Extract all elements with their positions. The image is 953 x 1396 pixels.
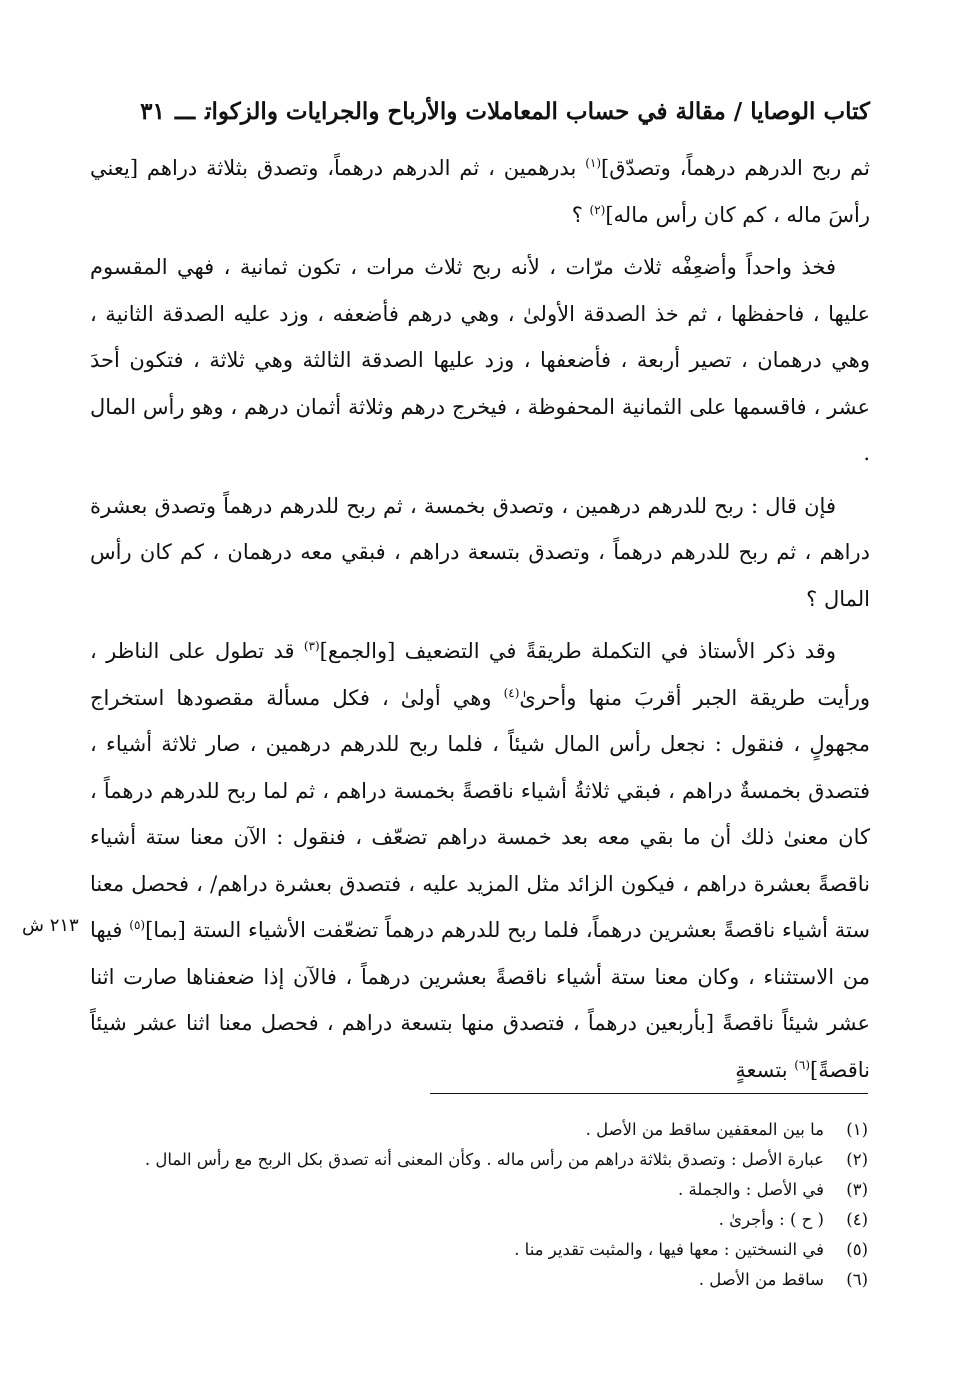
main-text xyxy=(90,145,870,1093)
footnote-reference[interactable]: (١) xyxy=(585,156,602,170)
footnote xyxy=(80,1115,868,1145)
footnote-reference[interactable]: (٢) xyxy=(589,202,606,217)
paragraph-text: فيها من الاستثناء ، وكان معنا ستة أشياء ناقصةً بعشرين درهماً ، فالآن إذا ضعفناها صارت اثنا عشر شيئاً ناقصةً [بأربعين درهماً ، فتصدق منها بتسعة دراهم ، فحصل معنا اثنا عشر شيئاً ناقصةً] xyxy=(90,918,870,1082)
footnotes xyxy=(80,1115,868,1295)
header-separator: ـــ xyxy=(174,98,196,125)
footnote xyxy=(80,1175,868,1205)
running-header xyxy=(90,92,870,132)
paragraph-text: ثم ربح الدرهم درهماً، وتصدّق] xyxy=(601,156,870,180)
footnote xyxy=(80,1265,868,1295)
paragraph-text: ؟ xyxy=(571,202,590,227)
footnote-text: في النسختين : معها فيها ، والمثبت تقدير منا . xyxy=(514,1240,824,1259)
footnote-text: ما بين المعقفين ساقط من الأصل . xyxy=(585,1120,824,1139)
paragraph-text: فإن قال : ربح للدرهم درهمين ، وتصدق بخمسة ، ثم ربح للدرهم درهماً وتصدق بعشرة دراهم ، ثم ربح للدرهم درهماً ، وتصدق بتسعة دراهم ، فبقي معه درهمان ، كم كان رأس المال ؟ xyxy=(90,493,870,611)
footnote xyxy=(80,1145,868,1175)
footnote-number: (٣) xyxy=(846,1180,868,1199)
paragraph xyxy=(90,145,870,238)
manuscript-folio-note: ٢١٣ ش xyxy=(22,915,79,936)
footnote-reference[interactable]: (٦) xyxy=(794,1057,811,1072)
footnote-number: (٢) xyxy=(846,1150,868,1169)
paragraph xyxy=(90,483,870,623)
footnote xyxy=(80,1205,868,1235)
book-title: كتاب الوصايا / مقالة في حساب المعاملات والأرباح والجرايات والزكوات xyxy=(205,98,870,125)
footnote-number: (١) xyxy=(846,1120,868,1139)
footnote-divider xyxy=(430,1093,868,1094)
paragraph-text: وقد ذكر الأستاذ في التكملة طريقةً في التضعيف [والجمع] xyxy=(319,639,836,663)
footnote-number: (٥) xyxy=(846,1240,868,1259)
page-number: ٣١ xyxy=(140,98,165,125)
paragraph-text: فخذ واحداً وأضعِفْه ثلاث مرّات ، لأنه ربح ثلاث مرات ، تكون ثمانية ، فهي المقسوم عليها ، فاحفظها ، ثم خذ الصدقة الأولىٰ ، وهي درهم فأضعفه ، وزد عليه الصدقة الثانية ، وهي درهمان ، تصير أربعة ، فأضعفها ، وزد عليها الصدقة الثالثة وهي ثلاثة ، فتكون أحدَ عشر ، فاقسمها على الثمانية المحفوظة ، فيخرج درهم وثلاثة أثمان درهم ، وهو رأس المال . xyxy=(90,255,870,465)
footnote-reference[interactable]: (٥) xyxy=(129,918,146,932)
footnote-reference[interactable]: (٣) xyxy=(303,639,320,653)
footnote xyxy=(80,1235,868,1265)
paragraph-text: قد تطول على الناظر ، ورأيت طريقة الجبر أقربَ منها وأحرىٰ xyxy=(90,639,871,710)
paragraph-text: بدرهمين ، ثم الدرهم درهماً، وتصدق بثلاثة دراهم [يعني رأسَ ماله ، كم كان رأس ماله] xyxy=(90,156,870,227)
paragraph xyxy=(90,628,870,1093)
footnote-number: (٤) xyxy=(846,1210,868,1229)
footnote-text: ساقط من الأصل . xyxy=(698,1270,824,1289)
footnote-text: عبارة الأصل : وتصدق بثلاثة دراهم من رأس ماله . وكأن المعنى أنه تصدق بكل الربح مع رأس المال . xyxy=(144,1150,824,1169)
paragraph xyxy=(90,244,870,477)
footnote-text: ( ح ) : وأجرىٰ . xyxy=(718,1210,824,1229)
paragraph-text: بتسعةٍ xyxy=(735,1057,795,1082)
footnote-text: في الأصل : والجملة . xyxy=(677,1180,824,1199)
footnote-number: (٦) xyxy=(846,1270,868,1289)
footnote-reference[interactable]: (٤) xyxy=(503,685,520,700)
paragraph-text: وهي أولىٰ ، فكل مسألة مقصودها استخراج مجهولٍ ، فنقول : نجعل رأس المال شيئاً ، فلما ربح للدرهم درهمين ، صار ثلاثة أشياء ، فتصدق بخمسةٌ دراهم ، فبقي ثلاثةُ أشياء ناقصةً بخمسة دراهم ، ثم لما ربح للدرهم درهماً ، كان معنىٰ ذلك أن ما بقي معه بعد خمسة دراهم تضعّف ، فنقول : الآن معنا ستة أشياء ناقصةً بعشرة دراهم ، فيكون الزائد مثل المزيد عليه ، فتصدق بعشرة دراهم/ ، فحصل معنا ستة أشياء ناقصةً بعشرين درهماً، فلما ربح للدرهم درهماً تضعّفت الأشياء الستة [بما] xyxy=(90,685,870,942)
